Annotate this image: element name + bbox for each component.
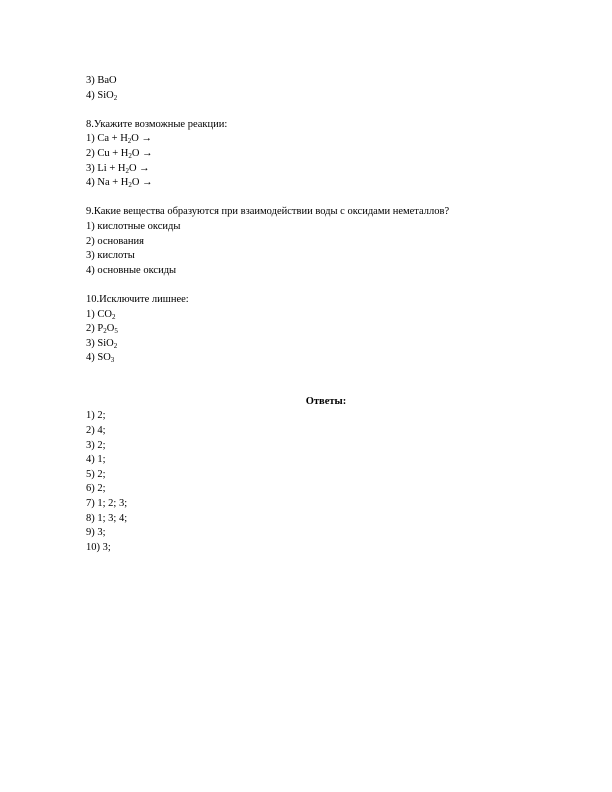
q9-option-2: 2) основания [86, 235, 144, 247]
answer-item: 7) 1; 2; 3; [86, 498, 128, 510]
q10-option-2 [86, 322, 546, 337]
q8-option-2-sub: 2 [128, 151, 132, 160]
q10-option-1 [86, 308, 546, 323]
q10-option-4-pre: 4) SO [86, 352, 111, 364]
q9-title: 9.Какие вещества образуются при взаимодействии воды с оксидами неметаллов? [86, 206, 450, 218]
q8-option-3-pre: 3) Li + H [86, 162, 126, 174]
q8-option-2-pre: 2) Cu + H [86, 147, 129, 159]
q8-option-4-post: O → [131, 177, 153, 189]
q8-option-3-post: O → [128, 162, 150, 174]
q10-option-1-pre: 1) CO [86, 308, 112, 320]
q8-option-4-pre: 4) Na + H [86, 177, 129, 189]
q9-option-1: 1) кислотные оксиды [86, 220, 181, 232]
answer-item: 2) 4; [86, 425, 106, 437]
q8-option-3 [86, 162, 546, 177]
q7-option-3-label: 3) [86, 75, 98, 86]
q10-option-2-sub2: 5 [114, 327, 118, 336]
q9-option-3: 3) кислоты [86, 250, 135, 262]
document-body [86, 74, 546, 555]
q10-option-2-sub1: 2 [103, 327, 107, 336]
q8-option-4-sub: 2 [128, 181, 132, 190]
q10-option-2-pre: 2) P [86, 323, 104, 335]
q8-option-1 [86, 132, 546, 147]
answer-item: 1) 2; [86, 410, 106, 422]
answer-item: 9) 3; [86, 527, 106, 539]
answer-item: 5) 2; [86, 468, 106, 480]
answer-item: 10) 3; [86, 541, 111, 553]
q10-option-3 [86, 337, 546, 352]
q8-option-4 [86, 176, 546, 191]
q7-option-4 [86, 89, 546, 104]
answer-item: 6) 2; [86, 483, 106, 495]
spacer [86, 103, 546, 118]
q10-title: 10.Исключите лишнее: [86, 293, 189, 305]
q10-option-4 [86, 351, 546, 366]
answers-title: Ответы: [305, 395, 347, 407]
q8-title: 8.Укажите возможные реакции: [86, 118, 228, 130]
q8-option-3-sub: 2 [125, 166, 129, 175]
q7-option-3 [86, 74, 546, 89]
q8-option-2-post: O → [131, 147, 153, 159]
spacer [86, 366, 546, 395]
spacer [86, 278, 546, 293]
spacer [86, 191, 546, 206]
q8-option-1-sub: 2 [127, 137, 132, 146]
q7-option-4-subscript: 2 [113, 93, 118, 102]
answer-item: 4) 1; [86, 454, 106, 466]
q8-option-1-post: O → [131, 133, 153, 145]
q9-option-4: 4) основные оксиды [86, 264, 177, 276]
q7-option-4-label: 4) SiO [86, 89, 114, 101]
q10-option-3-pre: 3) SiO [86, 337, 114, 349]
q10-option-3-sub: 2 [113, 341, 118, 350]
q7-option-3-formula: BaO [97, 75, 117, 86]
q8-option-1-pre: 1) Ca + H [86, 133, 128, 145]
q10-option-4-sub: 3 [110, 356, 115, 365]
answer-item: 3) 2; [86, 439, 106, 451]
q10-option-2-mid: O [106, 323, 115, 335]
q10-option-1-sub: 2 [111, 312, 116, 321]
answer-item: 8) 1; 3; 4; [86, 512, 128, 524]
q8-option-2 [86, 147, 546, 162]
